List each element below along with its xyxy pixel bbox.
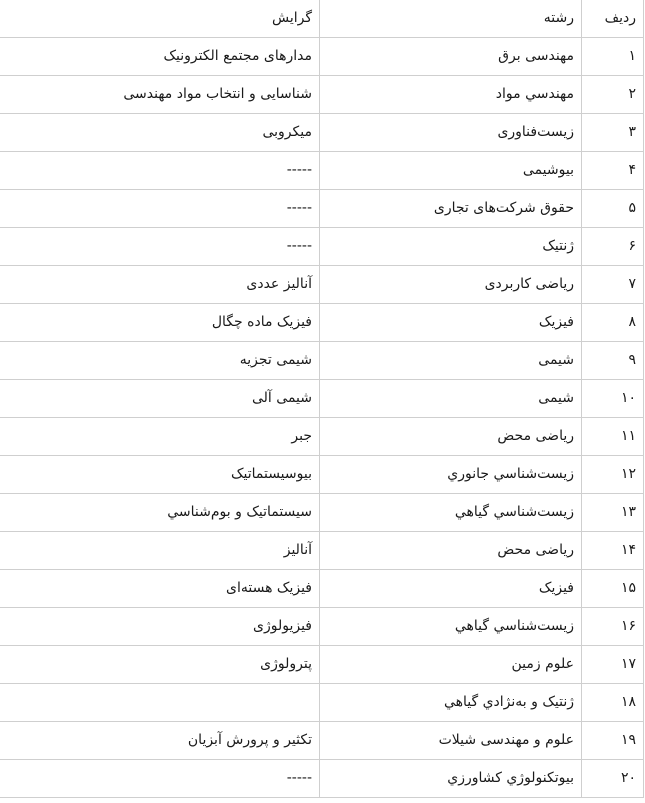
table-row xyxy=(0,722,644,760)
table-row xyxy=(0,456,644,494)
table-row xyxy=(0,494,644,532)
row-number: ۶ xyxy=(582,228,644,266)
table-header-row xyxy=(0,0,644,38)
major-cell: علوم زمین xyxy=(320,646,582,684)
table-row xyxy=(0,114,644,152)
row-number: ۳ xyxy=(582,114,644,152)
row-number: ۱۳ xyxy=(582,494,644,532)
row-number: ۱۴ xyxy=(582,532,644,570)
row-number: ۴ xyxy=(582,152,644,190)
header-row-number: ردیف xyxy=(582,0,644,38)
table-row xyxy=(0,304,644,342)
row-number: ۵ xyxy=(582,190,644,228)
table-row xyxy=(0,190,644,228)
major-cell: ریاضی محض xyxy=(320,532,582,570)
major-cell: مهندسی برق xyxy=(320,38,582,76)
table-row xyxy=(0,228,644,266)
row-number: ۱۲ xyxy=(582,456,644,494)
major-cell: فیزیک xyxy=(320,570,582,608)
row-number: ۱۹ xyxy=(582,722,644,760)
major-cell: ریاضی کاربردی xyxy=(320,266,582,304)
table-row xyxy=(0,342,644,380)
major-cell: فیزیک xyxy=(320,304,582,342)
row-number: ۱۵ xyxy=(582,570,644,608)
table-row xyxy=(0,570,644,608)
major-cell: زیست‌شناسي گیاهي xyxy=(320,494,582,532)
row-number: ۱۷ xyxy=(582,646,644,684)
row-number: ۱۶ xyxy=(582,608,644,646)
major-cell: زیست‌فناوری xyxy=(320,114,582,152)
table-row xyxy=(0,418,644,456)
major-cell: ریاضی محض xyxy=(320,418,582,456)
major-cell: شیمی xyxy=(320,342,582,380)
header-specialization: گرایش xyxy=(0,0,320,38)
row-number: ۱۸ xyxy=(582,684,644,722)
table-row xyxy=(0,152,644,190)
row-number: ۲ xyxy=(582,76,644,114)
row-number: ۲۰ xyxy=(582,760,644,798)
table-row xyxy=(0,760,644,798)
table-row xyxy=(0,266,644,304)
table-row xyxy=(0,380,644,418)
specialization-cell: آنالیز xyxy=(0,532,320,570)
specialization-cell: جبر xyxy=(0,418,320,456)
header-major: رشته xyxy=(320,0,582,38)
specialization-cell: میکروبی xyxy=(0,114,320,152)
major-cell: مهندسي مواد xyxy=(320,76,582,114)
major-cell: حقوق شرکت‌های تجاری xyxy=(320,190,582,228)
specialization-cell: فیزیولوژی xyxy=(0,608,320,646)
table-row xyxy=(0,684,644,722)
specialization-cell: سیستماتیک و بوم‌شناسي xyxy=(0,494,320,532)
row-number: ۱۱ xyxy=(582,418,644,456)
specialization-cell: بیوسیستماتیک xyxy=(0,456,320,494)
specialization-cell: ----- xyxy=(0,190,320,228)
specialization-cell: شیمی تجزیه xyxy=(0,342,320,380)
specialization-cell: شیمی آلی xyxy=(0,380,320,418)
specialization-cell: تکثیر و پرورش آبزیان xyxy=(0,722,320,760)
major-cell: ژنتیک xyxy=(320,228,582,266)
specialization-cell: ----- xyxy=(0,152,320,190)
specialization-cell: فیزیک هسته‌ای xyxy=(0,570,320,608)
specialization-cell: فیزیک ماده چگال xyxy=(0,304,320,342)
major-cell: بیوشیمی xyxy=(320,152,582,190)
table-row xyxy=(0,76,644,114)
table-row xyxy=(0,38,644,76)
row-number: ۱۰ xyxy=(582,380,644,418)
major-cell: زیست‌شناسي گیاهي xyxy=(320,608,582,646)
specialization-cell xyxy=(0,684,320,722)
table-row xyxy=(0,646,644,684)
row-number: ۱ xyxy=(582,38,644,76)
row-number: ۸ xyxy=(582,304,644,342)
specialization-cell: آنالیز عددی xyxy=(0,266,320,304)
specialization-cell: مدارهای مجتمع الکترونیک xyxy=(0,38,320,76)
specialization-cell: ----- xyxy=(0,228,320,266)
major-cell: علوم و مهندسی شیلات xyxy=(320,722,582,760)
table-row xyxy=(0,608,644,646)
major-cell: بیوتکنولوژي کشاورزي xyxy=(320,760,582,798)
specialization-cell: ----- xyxy=(0,760,320,798)
specialization-cell: شناسایی و انتخاب مواد مهندسی xyxy=(0,76,320,114)
major-cell: شیمی xyxy=(320,380,582,418)
major-cell: ژنتیک و به‌نژادي گیاهي xyxy=(320,684,582,722)
table-row xyxy=(0,532,644,570)
row-number: ۷ xyxy=(582,266,644,304)
row-number: ۹ xyxy=(582,342,644,380)
specialization-cell: پترولوژی xyxy=(0,646,320,684)
major-cell: زیست‌شناسي جانوري xyxy=(320,456,582,494)
